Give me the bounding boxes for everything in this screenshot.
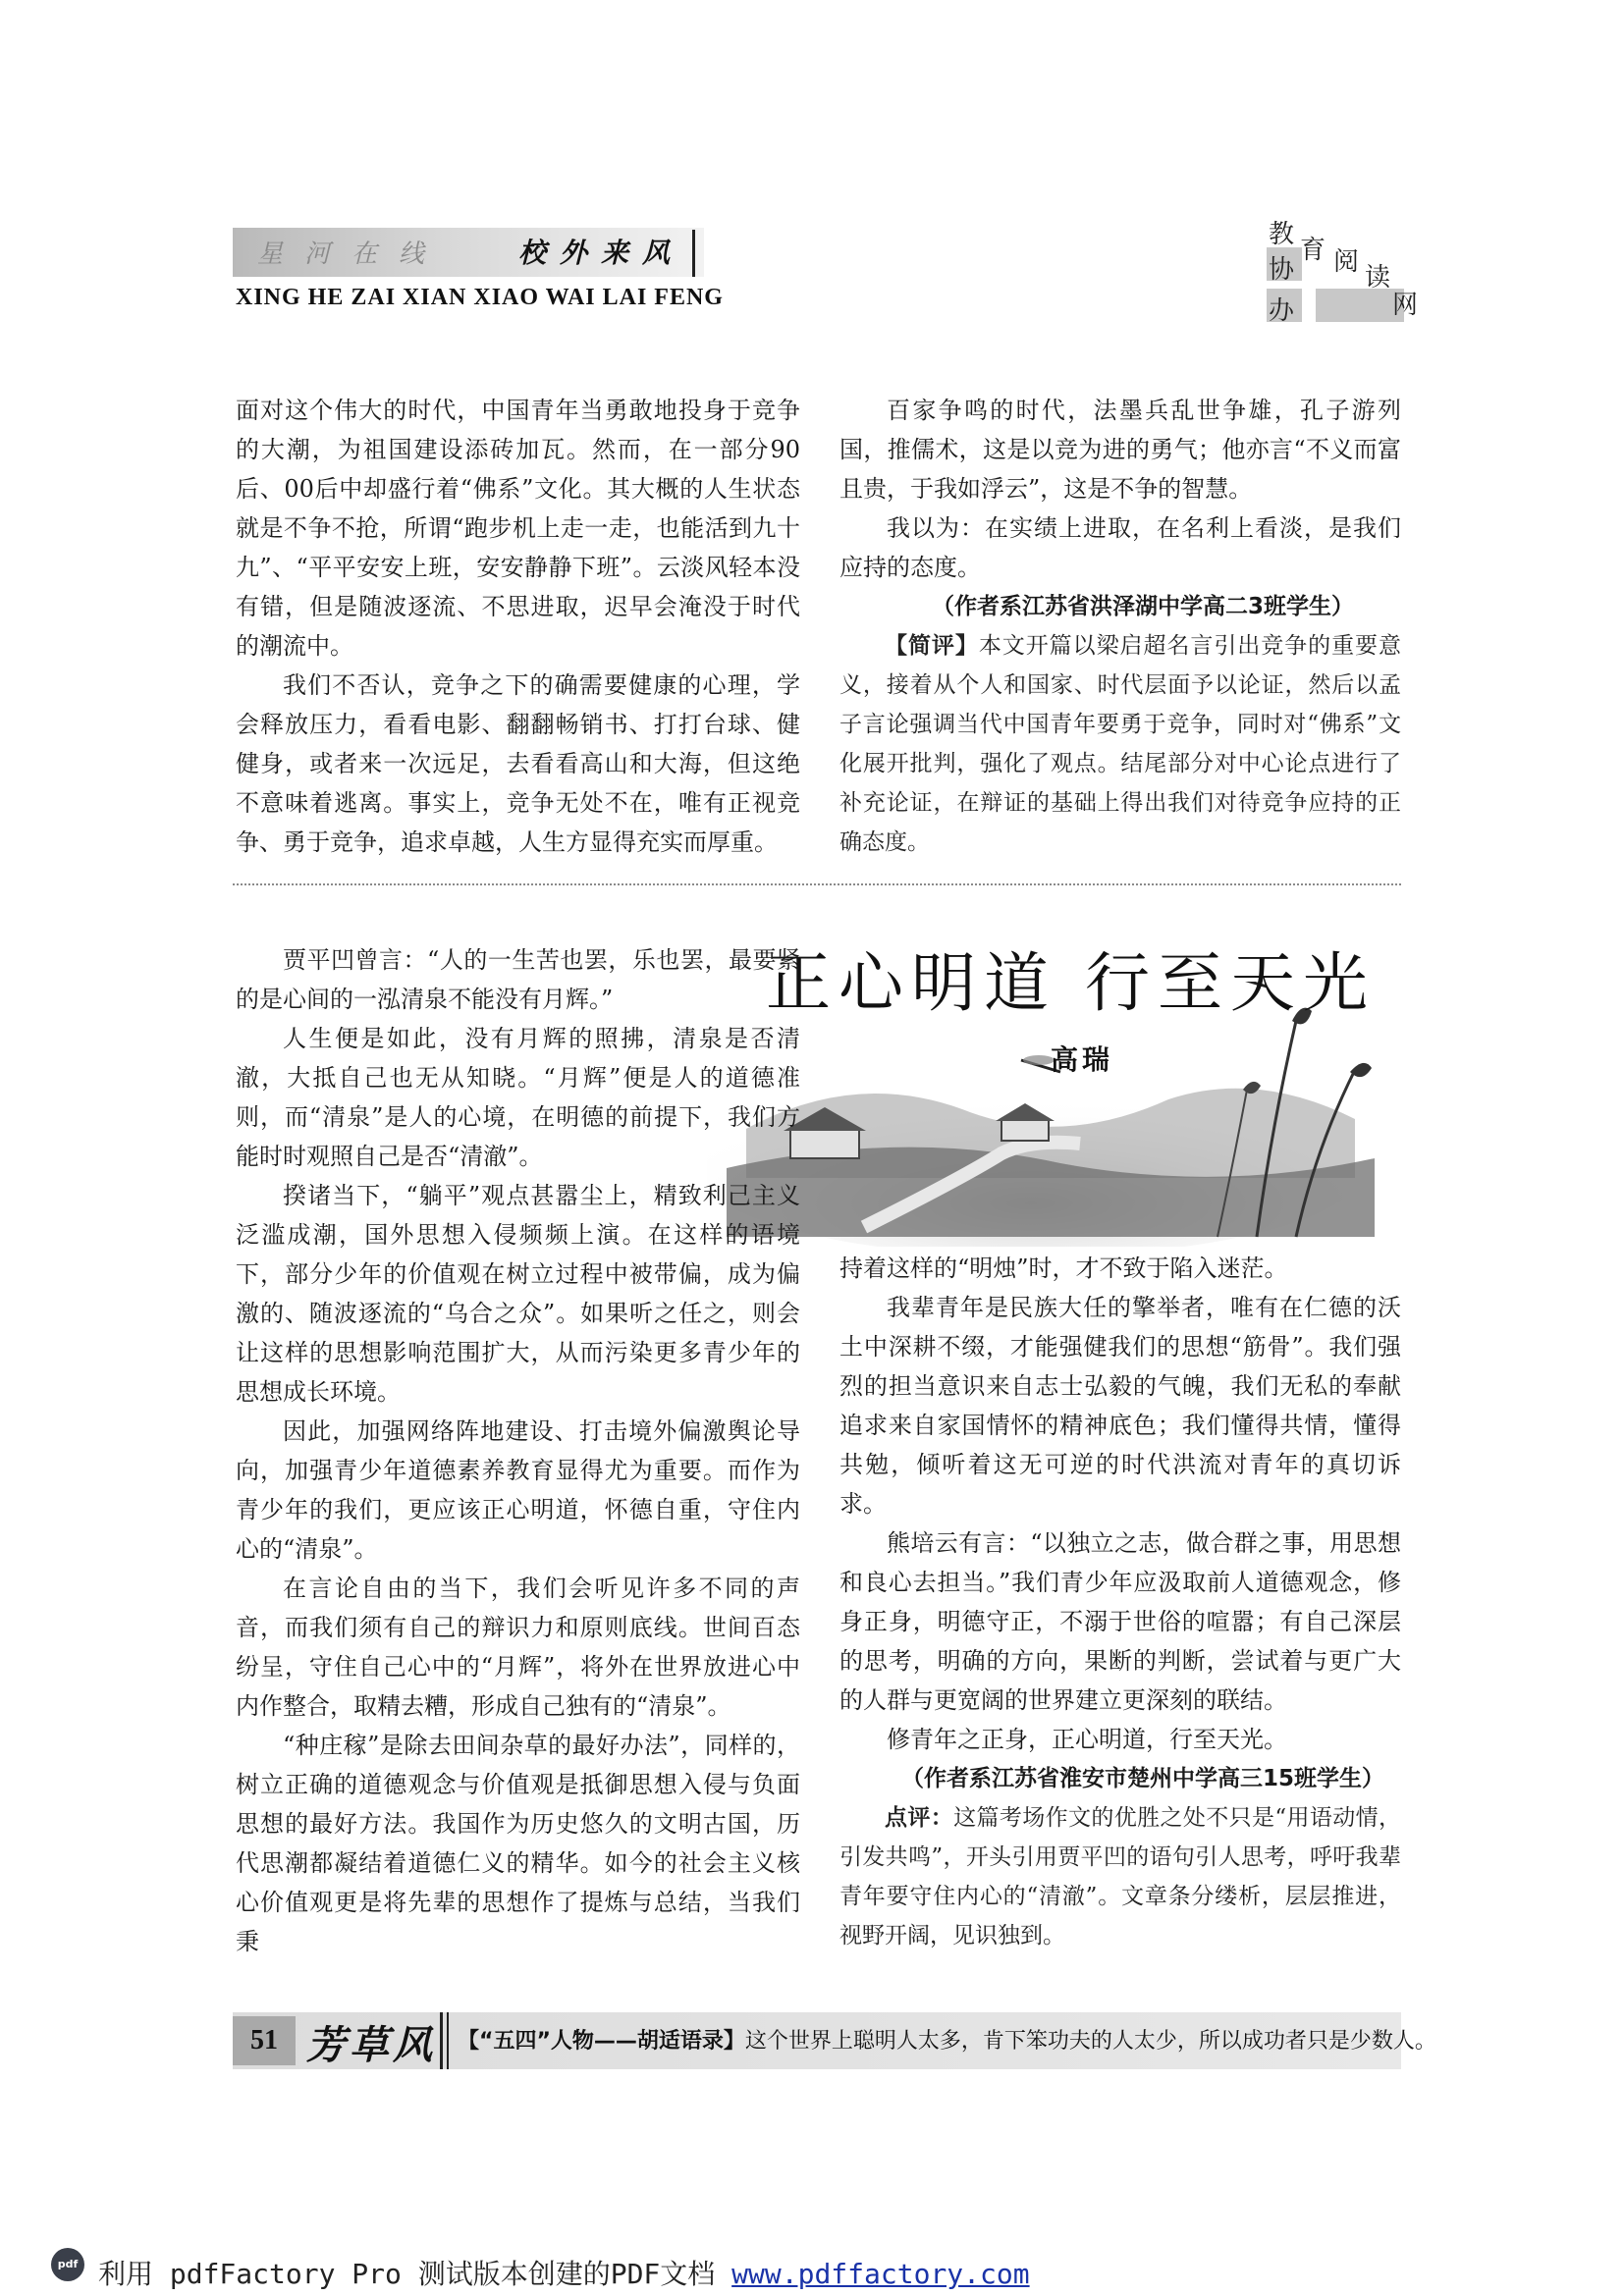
comment-label: 【简评】 (885, 633, 979, 659)
page-number: 51 (233, 2016, 296, 2065)
logo-char: 阅 (1333, 247, 1360, 277)
paragraph: 百家争鸣的时代，法墨兵乱世争雄，孔子游列国，推儒术，这是以竞为进的勇气；他亦言“不义而富且贵，于我如浮云”，这是不争的智慧。 (839, 397, 1401, 503)
logo-char: 教 (1269, 220, 1295, 249)
footer-divider (447, 2012, 449, 2069)
footer-quote-label: 【“五四”人物——胡适语录】 (458, 2029, 745, 2054)
logo-char: 协 (1269, 255, 1295, 285)
paragraph: 修青年之正身，正心明道，行至天光。 (887, 1726, 1287, 1753)
header-divider (692, 230, 695, 277)
article2-left-column (236, 940, 800, 1961)
paragraph: 揆诸当下，“躺平”观点甚嚣尘上，精致利己主义泛滥成潮，国外思想入侵频频上演。在这样的语境下，部分少年的价值观在树立过程中被带偏，成为偏激的、随波逐流的“乌合之众”。如果听之任之，则会让这样的思想影响范围扩大，从而污染更多青少年的思想成长环境。 (236, 1182, 800, 1406)
section-divider (233, 883, 1401, 885)
paragraph: 在言论自由的当下，我们会听见许多不同的声音，而我们须有自己的辩识力和原则底线。世间百态纷呈，守住自己心中的“月辉”，将外在世界放进心中内作整合，取精去糟，形成自己独有的“清泉”。 (236, 1575, 800, 1720)
article2-title: 正心明道 行至天光 (766, 945, 1376, 1021)
comment-label: 点评： (885, 1805, 954, 1831)
paragraph: 因此，加强网络阵地建设、打击境外偏激舆论导向，加强青少年道德素养教育显得尤为重要。而作为青少年的我们，更应该正心明道，怀德自重，守住内心的“清泉”。 (236, 1417, 800, 1563)
logo-char: 网 (1392, 291, 1419, 320)
logo-char: 办 (1269, 296, 1295, 326)
paragraph: 我辈青年是民族大任的擎举者，唯有在仁德的沃土中深耕不缀，才能强健我们的思想“筋骨”。我们强烈的担当意识来自志士弘毅的气魄，我们无私的奉献追求来自家国情怀的精神底色；我们懂得共情，懂得共勉，倾听着这无可逆的时代洪流对青年的真切诉求。 (839, 1294, 1401, 1518)
paragraph: 熊培云有言：“以独立之志，做合群之事，用思想和良心去担当。”我们青少年应汲取前人道德观念，修身正身，明德守正，不溺于世俗的喧嚣；有自己深层的思考，明确的方向，果断的判断，尝试着与更广大的人群与更宽阔的世界建立更深刻的联结。 (839, 1529, 1401, 1714)
header-section-right: 校外来风 (518, 237, 684, 269)
logo-char: 读 (1365, 263, 1391, 293)
logo (1267, 214, 1424, 326)
footer-quote (458, 2024, 1436, 2055)
paragraph: 持着这样的“明烛”时，才不致于陷入迷茫。 (839, 1255, 1288, 1282)
comment-text: 本文开篇以梁启超名言引出竞争的重要意义，接着从个人和国家、时代层面予以论证，然后以孟子言论强调当代中国青年要勇于竞争，同时对“佛系”文化展开批判，强化了观点。结尾部分对中心论点进行了补充论证，在辩证的基础上得出我们对待竞争应持的正确态度。 (839, 633, 1402, 855)
pdf-note (98, 2253, 1030, 2292)
footer-quote-text: 这个世界上聪明人太多，肯下笨功夫的人太少，所以成功者只是少数人。 (744, 2029, 1436, 2054)
article1-left-column (236, 391, 800, 862)
pdf-link[interactable]: www.pdffactory.com (731, 2258, 1030, 2290)
footer-divider (440, 2012, 443, 2069)
article2-right-column (839, 1249, 1401, 1955)
footer-brand: 芳草风 (306, 2022, 436, 2068)
paragraph: 我以为：在实绩上进取，在名利上看淡，是我们应持的态度。 (839, 514, 1401, 581)
logo-square (1316, 289, 1404, 322)
author-line: （作者系江苏省淮安市楚州中学高三15班学生） (900, 1766, 1384, 1791)
paragraph (236, 940, 800, 1019)
article1-right-column (839, 391, 1401, 862)
author-line: （作者系江苏省洪泽湖中学高二3班学生） (931, 594, 1354, 619)
logo-char: 育 (1300, 236, 1326, 265)
paragraph-text: 贾平凹曾言：“人的一生苦也罢，乐也罢，最要紧的是心间的一泓清泉不能没有月辉。” (236, 946, 800, 1013)
comment (839, 626, 1401, 862)
pdf-icon: pdf (51, 2248, 84, 2281)
paragraph: 面对这个伟大的时代，中国青年当勇敢地投身于竞争的大潮，为祖国建设添砖加瓦。然而，在一部分90后、00后中却盛行着“佛系”文化。其大概的人生状态就是不争不抢，所谓“跑步机上走一走，也能活到九十九”、“平平安安上班，安安静静下班”。云淡风轻本没有错，但是随波逐流、不思进取，迟早会淹没于时代的潮流中。 (236, 397, 800, 660)
article2-author-name: 高瑞 (1051, 1043, 1114, 1076)
header-section-left: 星河在线 (257, 240, 447, 269)
paragraph: “种庄稼”是除去田间杂草的最好办法”，同样的，树立正确的道德观念与价值观是抵御思想入侵与负面思想的最好方法。我国作为历史悠久的文明古国，历代思潮都凝结着道德仁义的精华。如今的社会主义核心价值观更是将先辈的思想作了提炼与总结，当我们秉 (236, 1732, 800, 1955)
pdf-note-text: 利用 pdfFactory Pro 测试版本创建的PDF文档 (98, 2258, 732, 2290)
paragraph: 人生便是如此，没有月辉的照拂，清泉是否清澈，大抵自己也无从知晓。“月辉”便是人的道德准则，而“清泉”是人的心境，在明德的前提下，我们方能时时观照自己是否“清澈”。 (236, 1025, 800, 1170)
comment (839, 1798, 1401, 1955)
header-romanization: XING HE ZAI XIAN XIAO WAI LAI FENG (236, 285, 724, 310)
paragraph: 我们不否认，竞争之下的确需要健康的心理，学会释放压力，看看电影、翻翻畅销书、打打台球、健健身，或者来一次远足，去看看高山和大海，但这绝不意味着逃离。事实上，竞争无处不在，唯有正视竞争、勇于竞争，追求卓越，人生方显得充实而厚重。 (236, 671, 800, 856)
comment-text: 这篇考场作文的优胜之处不只是“用语动情，引发共鸣”，开头引用贾平凹的语句引人思考，呼吁我辈青年要守住内心的“清澈”。文章条分缕析，层层推进，视野开阔，见识独到。 (839, 1805, 1401, 1949)
